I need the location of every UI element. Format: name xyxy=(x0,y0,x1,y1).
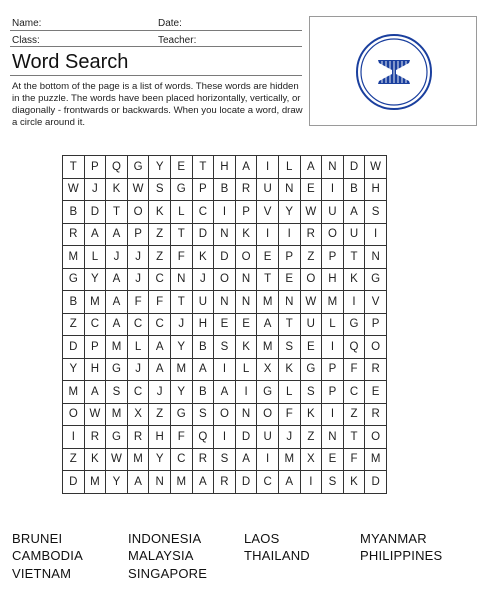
grid-cell[interactable]: A xyxy=(192,471,214,494)
grid-row xyxy=(63,246,387,269)
grid-cell[interactable]: A xyxy=(278,471,300,494)
grid-cell[interactable]: K xyxy=(192,246,214,269)
grid-cell[interactable]: P xyxy=(127,223,149,246)
instructions-text: At the bottom of the page is a list of words. These words are hidden in the puzzle. The words have been placed horizontally, vertically, or diagonally - frontwards or backwards. When you locate a word, draw a circle around it. xyxy=(12,81,303,128)
grid-cell[interactable]: Z xyxy=(149,403,171,426)
grid-cell[interactable]: J xyxy=(149,381,171,404)
grid-cell[interactable]: O xyxy=(365,336,387,359)
grid-cell[interactable]: Y xyxy=(170,381,192,404)
grid-cell[interactable]: J xyxy=(192,268,214,291)
grid-cell[interactable]: Y xyxy=(106,471,128,494)
grid-cell[interactable]: Q xyxy=(343,336,365,359)
grid-cell[interactable]: O xyxy=(300,268,322,291)
grid-cell[interactable]: X xyxy=(257,358,279,381)
grid-cell[interactable]: G xyxy=(257,381,279,404)
word-item: PHILIPPINES xyxy=(360,548,443,563)
grid-cell[interactable]: I xyxy=(214,358,236,381)
grid-cell[interactable]: G xyxy=(365,268,387,291)
grid-cell[interactable]: H xyxy=(84,358,106,381)
grid-cell[interactable]: M xyxy=(170,358,192,381)
grid-cell[interactable]: O xyxy=(127,201,149,224)
grid-cell[interactable]: D xyxy=(365,471,387,494)
grid-cell[interactable]: W xyxy=(84,403,106,426)
grid-cell[interactable]: O xyxy=(365,426,387,449)
grid-cell[interactable]: A xyxy=(106,313,128,336)
grid-cell[interactable]: E xyxy=(300,336,322,359)
grid-cell[interactable]: K xyxy=(106,178,128,201)
grid-cell[interactable]: M xyxy=(170,471,192,494)
grid-cell[interactable]: F xyxy=(343,448,365,471)
grid-cell[interactable]: J xyxy=(127,358,149,381)
grid-cell[interactable]: A xyxy=(106,268,128,291)
grid-cell[interactable]: K xyxy=(343,471,365,494)
grid-cell[interactable]: W xyxy=(127,178,149,201)
grid-cell[interactable]: Y xyxy=(149,156,171,179)
title-underline xyxy=(10,75,302,76)
grid-cell[interactable]: G xyxy=(127,156,149,179)
grid-cell[interactable]: U xyxy=(257,426,279,449)
grid-cell[interactable]: B xyxy=(192,336,214,359)
grid-cell[interactable]: A xyxy=(149,336,171,359)
grid-cell[interactable]: E xyxy=(214,313,236,336)
grid-cell[interactable]: K xyxy=(235,223,257,246)
grid-cell[interactable]: M xyxy=(322,291,344,314)
grid-cell[interactable]: T xyxy=(170,223,192,246)
grid-cell[interactable]: C xyxy=(192,201,214,224)
grid-cell[interactable]: N xyxy=(170,268,192,291)
grid-cell[interactable]: S xyxy=(149,178,171,201)
grid-cell[interactable]: E xyxy=(235,313,257,336)
grid-cell[interactable]: N xyxy=(214,223,236,246)
grid-row xyxy=(63,471,387,494)
teacher-label: Teacher: xyxy=(158,35,197,46)
grid-cell[interactable]: N xyxy=(235,291,257,314)
page-title: Word Search xyxy=(12,51,129,73)
grid-cell[interactable]: Z xyxy=(149,246,171,269)
name-line xyxy=(10,30,302,31)
grid-cell[interactable]: B xyxy=(214,178,236,201)
grid-cell[interactable]: P xyxy=(192,178,214,201)
grid-cell[interactable]: J xyxy=(170,313,192,336)
grid-row xyxy=(63,178,387,201)
grid-cell[interactable]: I xyxy=(322,403,344,426)
grid-cell[interactable]: L xyxy=(84,246,106,269)
grid-cell[interactable]: A xyxy=(106,291,128,314)
grid-cell[interactable]: N xyxy=(235,268,257,291)
grid-cell[interactable]: L xyxy=(278,156,300,179)
word-item: THAILAND xyxy=(244,548,310,563)
grid-cell[interactable]: C xyxy=(257,471,279,494)
grid-cell[interactable]: M xyxy=(127,448,149,471)
grid-cell[interactable]: L xyxy=(278,381,300,404)
grid-cell[interactable]: C xyxy=(127,381,149,404)
grid-cell[interactable]: D xyxy=(343,156,365,179)
grid-cell[interactable]: J xyxy=(84,178,106,201)
grid-cell[interactable]: U xyxy=(192,291,214,314)
word-search-grid xyxy=(62,155,387,494)
grid-cell[interactable]: P xyxy=(84,156,106,179)
grid-cell[interactable]: N xyxy=(278,178,300,201)
grid-cell[interactable]: A xyxy=(235,448,257,471)
grid-cell[interactable]: M xyxy=(63,246,85,269)
grid-row xyxy=(63,336,387,359)
grid-cell[interactable]: H xyxy=(322,268,344,291)
grid-cell[interactable]: I xyxy=(343,291,365,314)
grid-cell[interactable]: S xyxy=(106,381,128,404)
grid-cell[interactable]: Z xyxy=(343,403,365,426)
grid-row xyxy=(63,358,387,381)
grid-cell[interactable]: D xyxy=(192,223,214,246)
grid-cell[interactable]: Q xyxy=(192,426,214,449)
grid-cell[interactable]: P xyxy=(322,358,344,381)
grid-cell[interactable]: A xyxy=(235,156,257,179)
grid-cell[interactable]: H xyxy=(149,426,171,449)
grid-cell[interactable]: M xyxy=(257,291,279,314)
word-item: CAMBODIA xyxy=(12,548,83,563)
grid-cell[interactable]: R xyxy=(84,426,106,449)
grid-cell[interactable]: N xyxy=(278,291,300,314)
grid-cell[interactable]: C xyxy=(149,268,171,291)
grid-cell[interactable]: Z xyxy=(149,223,171,246)
grid-cell[interactable]: G xyxy=(170,178,192,201)
name-label: Name: xyxy=(12,18,42,29)
grid-cell[interactable]: K xyxy=(149,201,171,224)
grid-cell[interactable]: E xyxy=(278,268,300,291)
grid-cell[interactable]: N xyxy=(322,156,344,179)
grid-cell[interactable]: I xyxy=(278,223,300,246)
grid-cell[interactable]: S xyxy=(214,448,236,471)
grid-cell[interactable]: N xyxy=(365,246,387,269)
grid-cell[interactable]: R xyxy=(192,448,214,471)
grid-cell[interactable]: G xyxy=(300,358,322,381)
grid-cell[interactable]: K xyxy=(235,336,257,359)
grid-cell[interactable]: O xyxy=(214,268,236,291)
grid-cell[interactable]: I xyxy=(300,471,322,494)
grid-cell[interactable]: O xyxy=(257,403,279,426)
grid-cell[interactable]: U xyxy=(343,223,365,246)
grid-cell[interactable]: M xyxy=(84,291,106,314)
word-item: BRUNEI xyxy=(12,531,63,546)
grid-cell[interactable]: H xyxy=(192,313,214,336)
grid-cell[interactable]: S xyxy=(278,336,300,359)
grid-cell[interactable]: U xyxy=(300,313,322,336)
grid-cell[interactable]: P xyxy=(365,313,387,336)
grid-cell[interactable]: W xyxy=(300,291,322,314)
grid-cell[interactable]: G xyxy=(106,426,128,449)
grid-cell[interactable]: T xyxy=(63,156,85,179)
grid-cell[interactable]: P xyxy=(322,246,344,269)
grid-cell[interactable]: D xyxy=(63,471,85,494)
grid-cell[interactable]: B xyxy=(63,201,85,224)
grid-cell[interactable]: C xyxy=(149,313,171,336)
grid-cell[interactable]: I xyxy=(322,178,344,201)
grid-cell[interactable]: F xyxy=(170,246,192,269)
grid-cell[interactable]: S xyxy=(365,201,387,224)
word-item: MYANMAR xyxy=(360,531,427,546)
grid-cell[interactable]: G xyxy=(63,268,85,291)
grid-cell[interactable]: H xyxy=(214,156,236,179)
grid-row xyxy=(63,381,387,404)
class-label: Class: xyxy=(12,35,40,46)
grid-cell[interactable]: I xyxy=(235,381,257,404)
grid-cell[interactable]: C xyxy=(170,448,192,471)
grid-cell[interactable]: K xyxy=(84,448,106,471)
grid-cell[interactable]: I xyxy=(257,448,279,471)
grid-cell[interactable]: Q xyxy=(106,156,128,179)
grid-cell[interactable]: I xyxy=(214,201,236,224)
grid-cell[interactable]: V xyxy=(257,201,279,224)
grid-cell[interactable]: P xyxy=(322,381,344,404)
grid-cell[interactable]: G xyxy=(106,358,128,381)
grid-cell[interactable]: R xyxy=(300,223,322,246)
grid-cell[interactable]: Z xyxy=(63,313,85,336)
grid-cell[interactable]: T xyxy=(170,291,192,314)
grid-cell[interactable]: I xyxy=(257,156,279,179)
grid-cell[interactable]: M xyxy=(106,336,128,359)
grid-cell[interactable]: F xyxy=(170,426,192,449)
grid-cell[interactable]: R xyxy=(365,403,387,426)
grid-cell[interactable]: P xyxy=(278,246,300,269)
grid-cell[interactable]: G xyxy=(170,403,192,426)
grid-cell[interactable]: A xyxy=(149,358,171,381)
grid-cell[interactable]: K xyxy=(300,403,322,426)
class-line xyxy=(10,46,302,47)
grid-cell[interactable]: R xyxy=(127,426,149,449)
grid-cell[interactable]: M xyxy=(63,381,85,404)
grid-cell[interactable]: W xyxy=(365,156,387,179)
grid-cell[interactable]: G xyxy=(343,313,365,336)
grid-cell[interactable]: X xyxy=(300,448,322,471)
grid-cell[interactable]: V xyxy=(365,291,387,314)
grid-cell[interactable]: C xyxy=(84,313,106,336)
word-item: INDONESIA xyxy=(128,531,202,546)
grid-cell[interactable]: T xyxy=(343,426,365,449)
grid-cell[interactable]: S xyxy=(300,381,322,404)
grid-cell[interactable]: N xyxy=(322,426,344,449)
grid-cell[interactable]: N xyxy=(235,403,257,426)
grid-cell[interactable]: E xyxy=(322,448,344,471)
grid-row xyxy=(63,201,387,224)
grid-cell[interactable]: M xyxy=(257,336,279,359)
grid-cell[interactable]: D xyxy=(214,246,236,269)
grid-cell[interactable]: A xyxy=(127,471,149,494)
grid-cell[interactable]: Y xyxy=(84,268,106,291)
grid-cell[interactable]: O xyxy=(235,246,257,269)
logo-box xyxy=(309,16,477,126)
grid-cell[interactable]: R xyxy=(235,178,257,201)
grid-cell[interactable]: R xyxy=(214,471,236,494)
grid-cell[interactable]: D xyxy=(235,471,257,494)
grid-cell[interactable]: Z xyxy=(300,246,322,269)
grid-cell[interactable]: E xyxy=(300,178,322,201)
grid-cell[interactable]: W xyxy=(106,448,128,471)
asean-emblem-icon xyxy=(310,17,478,127)
grid-row xyxy=(63,156,387,179)
grid-cell[interactable]: R xyxy=(63,223,85,246)
grid-cell[interactable]: M xyxy=(278,448,300,471)
grid-cell[interactable]: K xyxy=(343,268,365,291)
grid-cell[interactable]: N xyxy=(214,291,236,314)
word-item: VIETNAM xyxy=(12,566,72,581)
grid-cell[interactable]: A xyxy=(257,313,279,336)
grid-cell[interactable]: T xyxy=(106,201,128,224)
grid-cell[interactable]: S xyxy=(192,403,214,426)
grid-cell[interactable]: N xyxy=(149,471,171,494)
grid-cell[interactable]: H xyxy=(365,178,387,201)
grid-cell[interactable]: A xyxy=(214,381,236,404)
grid-cell[interactable]: F xyxy=(278,403,300,426)
grid-row xyxy=(63,291,387,314)
grid-cell[interactable]: W xyxy=(300,201,322,224)
grid-cell[interactable]: B xyxy=(192,381,214,404)
grid-cell[interactable]: A xyxy=(84,223,106,246)
grid-cell[interactable]: J xyxy=(106,246,128,269)
grid-cell[interactable]: J xyxy=(127,246,149,269)
grid-cell[interactable]: L xyxy=(235,358,257,381)
grid-row xyxy=(63,268,387,291)
grid-cell[interactable]: T xyxy=(278,313,300,336)
word-item: SINGAPORE xyxy=(128,566,208,581)
grid-cell[interactable]: Y xyxy=(170,336,192,359)
grid-cell[interactable]: L xyxy=(322,313,344,336)
grid-cell[interactable]: I xyxy=(257,223,279,246)
grid-cell[interactable]: T xyxy=(192,156,214,179)
word-item: LAOS xyxy=(244,531,280,546)
grid-cell[interactable]: O xyxy=(63,403,85,426)
grid-cell[interactable]: R xyxy=(365,358,387,381)
grid-row xyxy=(63,448,387,471)
grid-cell[interactable]: T xyxy=(343,246,365,269)
grid-cell[interactable]: A xyxy=(106,223,128,246)
grid-row xyxy=(63,313,387,336)
grid-cell[interactable]: Y xyxy=(278,201,300,224)
grid-cell[interactable]: C xyxy=(343,381,365,404)
date-label: Date: xyxy=(158,18,182,29)
grid-cell[interactable]: Y xyxy=(149,448,171,471)
grid-cell[interactable]: E xyxy=(170,156,192,179)
grid-cell[interactable]: U xyxy=(322,201,344,224)
grid-cell[interactable]: Y xyxy=(63,358,85,381)
grid-cell[interactable]: F xyxy=(127,291,149,314)
grid-cell[interactable]: Z xyxy=(63,448,85,471)
grid-cell[interactable]: B xyxy=(63,291,85,314)
grid-cell[interactable]: I xyxy=(365,223,387,246)
grid-cell[interactable]: L xyxy=(127,336,149,359)
grid-cell[interactable]: A xyxy=(343,201,365,224)
grid-cell[interactable]: P xyxy=(84,336,106,359)
grid-cell[interactable]: M xyxy=(365,448,387,471)
grid-row xyxy=(63,426,387,449)
grid-cell[interactable]: A xyxy=(84,381,106,404)
grid-cell[interactable]: O xyxy=(322,223,344,246)
grid-cell[interactable]: A xyxy=(192,358,214,381)
grid-cell[interactable]: U xyxy=(257,178,279,201)
grid-cell[interactable]: E xyxy=(257,246,279,269)
grid-cell[interactable]: J xyxy=(127,268,149,291)
grid-cell[interactable]: I xyxy=(63,426,85,449)
grid-cell[interactable]: C xyxy=(127,313,149,336)
grid-cell[interactable]: K xyxy=(278,358,300,381)
grid-cell[interactable]: S xyxy=(214,336,236,359)
grid-cell[interactable]: I xyxy=(214,426,236,449)
grid-row xyxy=(63,403,387,426)
word-item: MALAYSIA xyxy=(128,548,194,563)
grid-cell[interactable]: A xyxy=(300,156,322,179)
grid-cell[interactable]: D xyxy=(235,426,257,449)
grid-cell[interactable]: W xyxy=(63,178,85,201)
grid-cell[interactable]: I xyxy=(322,336,344,359)
grid-cell[interactable]: D xyxy=(84,201,106,224)
grid-cell[interactable]: X xyxy=(127,403,149,426)
grid-cell[interactable]: M xyxy=(84,471,106,494)
grid-cell[interactable]: J xyxy=(278,426,300,449)
grid-cell[interactable]: E xyxy=(365,381,387,404)
grid-cell[interactable]: B xyxy=(343,178,365,201)
grid-cell[interactable]: M xyxy=(106,403,128,426)
grid-cell[interactable]: F xyxy=(149,291,171,314)
grid-cell[interactable]: T xyxy=(257,268,279,291)
grid-cell[interactable]: D xyxy=(63,336,85,359)
grid-cell[interactable]: S xyxy=(322,471,344,494)
grid-cell[interactable]: F xyxy=(343,358,365,381)
grid-cell[interactable]: P xyxy=(235,201,257,224)
grid-cell[interactable]: L xyxy=(170,201,192,224)
grid-cell[interactable]: Z xyxy=(300,426,322,449)
grid-row xyxy=(63,223,387,246)
grid-cell[interactable]: O xyxy=(214,403,236,426)
